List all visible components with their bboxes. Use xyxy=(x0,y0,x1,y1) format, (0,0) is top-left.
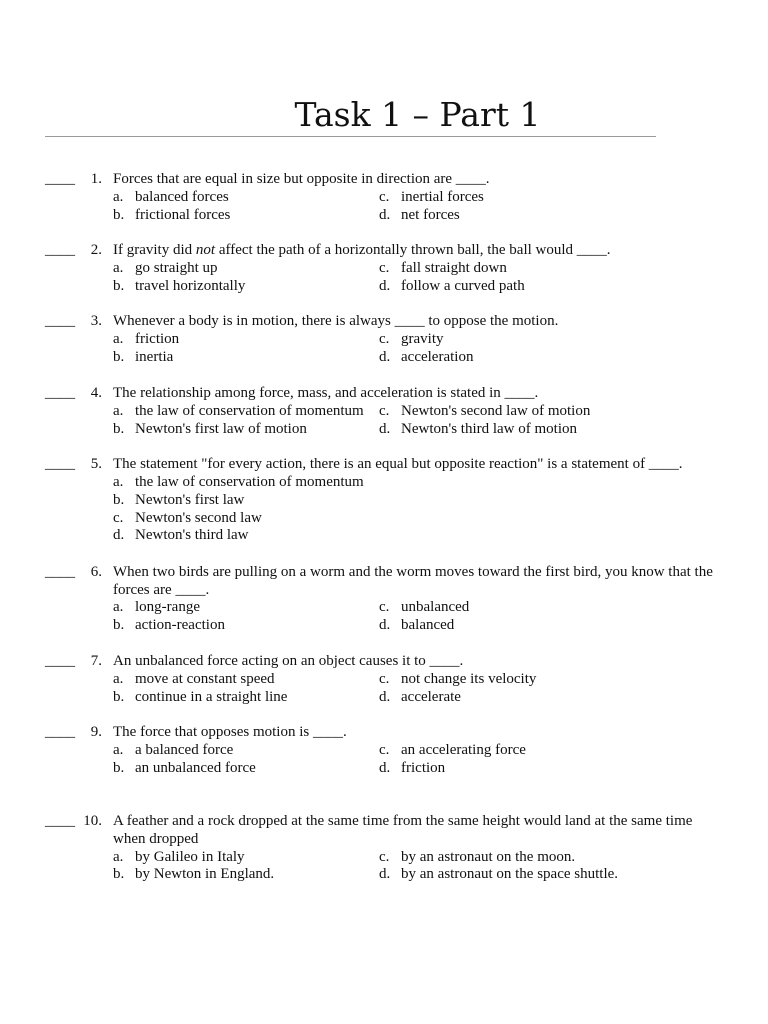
question-text: When two birds are pulling on a worm and the worm moves toward the first bird, you know that the forces are ____. xyxy=(113,564,713,598)
question-number: 2. xyxy=(90,242,102,258)
question-text: An unbalanced force acting on an object causes it to ____. xyxy=(113,653,464,669)
answer-blank: ____ xyxy=(45,242,75,258)
question-text: Whenever a body is in motion, there is always ____ to oppose the motion. xyxy=(113,313,559,329)
question-text: The statement "for every action, there is an equal but opposite reaction" is a statement of ____. xyxy=(113,456,683,472)
answer-blank: ____ xyxy=(45,456,75,472)
question-number: 10. xyxy=(83,813,102,829)
answer-blank: ____ xyxy=(45,564,75,580)
question-text: The force that opposes motion is ____. xyxy=(113,724,347,740)
answer-blank: ____ xyxy=(45,653,75,669)
question-number: 7. xyxy=(90,653,102,669)
question-number: 1. xyxy=(90,171,102,187)
question-text: Forces that are equal in size but opposite in direction are ____. xyxy=(113,171,490,187)
question-number: 5. xyxy=(90,456,102,472)
title-underline xyxy=(45,136,656,137)
answer-blank: ____ xyxy=(45,171,75,187)
emphasis-text: not xyxy=(195,242,216,258)
question-number: 9. xyxy=(90,724,102,740)
answer-blank: ____ xyxy=(45,724,75,740)
answer-blank: ____ xyxy=(45,813,75,829)
question-text: A feather and a rock dropped at the same time from the same height would land at the same time when dropped xyxy=(113,813,693,847)
question-number: 4. xyxy=(90,385,102,401)
question-text: The relationship among force, mass, and acceleration is stated in ____. xyxy=(113,385,539,401)
question-number: 6. xyxy=(90,564,102,580)
page-title: Task 1 – Part 1 xyxy=(294,95,541,134)
question-text: If gravity did not affect the path of a horizontally thrown ball, the ball would ____. xyxy=(113,242,611,258)
question-number: 3. xyxy=(90,313,102,329)
answer-blank: ____ xyxy=(45,385,75,401)
worksheet-page: Task 1 – Part 1 ____ 1. Forces that are equal in size but opposite in direction are ____. a. balanced forces b. frictional forces c. inertial forces d. net forces ____ 2. If gravity did not affect the path of a horizontally thrown ball, the ball would ____. a. go straight up b. travel horizontally c. fall straight down d. follow a curved path ____ 3. Whenever a body is in motion, there is always ____ to oppose the motion. a. friction b. inertia c. gravity d. acceleration ____ 4. The relationship among force, mass, and acceleration is stated in ____. a. the law of conservation of momentum b. Newton's first law of motion c. Newton's second law of motion d. Newton's third law of motion ____ 5. The statement "for every action, there is an equal but opposite reaction" is a statement of ____. a. the law of conservation of momentum b. Newton's first law c. Newton's second law d. Newton's third law ____ 6. When two birds are pulling on a worm and the worm moves toward the first bird, you know that the forces are ____. a. long-range b. action-reaction c. unbalanced d. balanced ____ 7. An unbalanced force acting on an object causes it to ____. a. move at constant speed b. continue in a straight line c. not change its velocity d. accelerate ____ 9. The force that opposes motion is ____. a. a balanced force b. an unbalanced force c. an accelerating force d. friction ____ 10. A feather and a rock dropped at the same time from the same height would land at the same time when dropped a. by Galileo in Italy b. by Newton in England. c. by an astronaut on the moon. d. by an astronaut on the space shuttle. xyxy=(0,0,768,1024)
answer-blank: ____ xyxy=(45,313,75,329)
